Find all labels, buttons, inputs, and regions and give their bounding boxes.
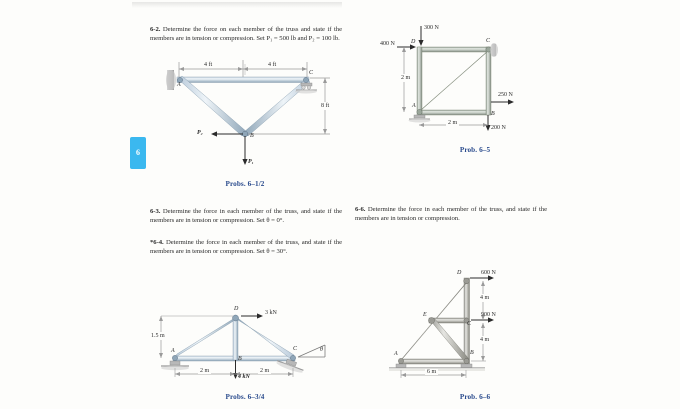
joint-label-a: A [177, 82, 181, 88]
joint-label-b: B [250, 133, 254, 139]
figure-prob-6-6 [385, 258, 565, 383]
dim-label-6-3-height: 1.5 m [151, 333, 165, 339]
joint-label-6-3-a: A [171, 348, 175, 354]
load-label-200n: 200 N [491, 125, 506, 131]
problem-6-2-setline: P₁ = 500 lb and P₂ = 100 lb. [266, 34, 340, 42]
joint-label-6-3-b: B [238, 356, 242, 362]
caption-prob-6-5: Prob. 6–5 [459, 146, 491, 154]
dim-label-height: 8 ft [321, 103, 330, 109]
chapter-tab [130, 137, 146, 169]
page-top-shading [132, 2, 342, 8]
angle-label-theta: θ [320, 347, 323, 353]
caption-probs-6-3-4: Probs. 6–3/4 [225, 393, 265, 401]
problem-6-2-number: 6-2. [150, 26, 161, 33]
joint-label-6-6-d: D [457, 270, 462, 276]
dim-label-6-6-base: 6 m [427, 369, 437, 375]
problem-6-3-body: Determine the force in each member of the truss, and state if the members are in tension or compression. Set [150, 208, 343, 224]
joint-label-6-3-c: C [293, 346, 298, 352]
dim-label-6-6-upper: 4 m [480, 295, 490, 301]
joint-label-6-5-d: D [411, 39, 416, 45]
joint-label-6-6-a: A [394, 351, 398, 357]
problem-6-2-body: Determine the force on each member of the truss and state if the members are in tension or compression. Set [150, 26, 342, 42]
load-label-4kn: 4 kN [238, 374, 250, 380]
problem-6-2-text [150, 26, 342, 43]
joint-label-6-3-d: D [234, 306, 239, 312]
dim-label-left-span: 4 ft [204, 62, 213, 68]
joint-label-6-6-c: C [467, 321, 472, 327]
figure-prob-6-5 [380, 25, 563, 136]
problem-6-3-setline: θ = 0°. [266, 216, 285, 224]
joint-label-6-6-b: B [470, 350, 474, 356]
load-label-p1: P₁ [248, 159, 254, 165]
figure-6-5-svg [398, 26, 563, 136]
dim-label-6-5-width: 2 m [448, 120, 458, 126]
problem-6-4-setline: θ = 30°. [266, 247, 288, 255]
dim-label-6-3-right-span: 2 m [260, 368, 270, 374]
dim-label-6-5-height: 2 m [401, 75, 411, 81]
load-label-900n: 900 N [481, 312, 496, 318]
load-label-p2: P₂ [197, 130, 203, 136]
joint-label-6-5-a: A [412, 103, 416, 109]
problem-6-6-body: Determine the force in each member of the truss, and state if the members are in tension or compression. [355, 206, 548, 222]
load-label-400n: 400 N [380, 41, 395, 47]
problem-6-6-number: 6-6. [355, 206, 366, 213]
joint-label-6-5-c: C [486, 38, 491, 44]
chapter-number: 6 [136, 148, 140, 157]
dim-label-6-6-lower: 4 m [480, 337, 490, 343]
problem-6-4-number: *6-4. [150, 239, 164, 246]
problem-6-4-text [150, 239, 342, 256]
caption-probs-6-1-2: Probs. 6–1/2 [225, 180, 265, 188]
load-label-3kn: 3 kN [265, 310, 277, 316]
problem-6-6-text [355, 206, 547, 223]
problem-6-3-text [150, 208, 342, 225]
joint-label-6-5-b: B [491, 111, 495, 117]
figure-probs-6-1-2 [165, 58, 340, 178]
load-label-300n: 300 N [424, 25, 439, 31]
dim-label-6-3-left-span: 2 m [200, 368, 210, 374]
load-label-250n: 250 N [498, 92, 513, 98]
joint-label-c: C [309, 70, 314, 76]
dim-label-right-span: 4 ft [268, 62, 277, 68]
joint-label-6-6-e: E [423, 312, 427, 318]
caption-prob-6-6: Prob. 6–6 [459, 393, 491, 401]
problem-6-4-body: Determine the force in each member of the truss, and state if the members are in tension or compression. Set [150, 239, 343, 255]
figure-6-6-svg [385, 258, 565, 383]
load-label-600n: 600 N [481, 270, 496, 276]
problem-6-3-number: 6-3. [150, 208, 161, 215]
figure-probs-6-3-4 [151, 298, 335, 388]
